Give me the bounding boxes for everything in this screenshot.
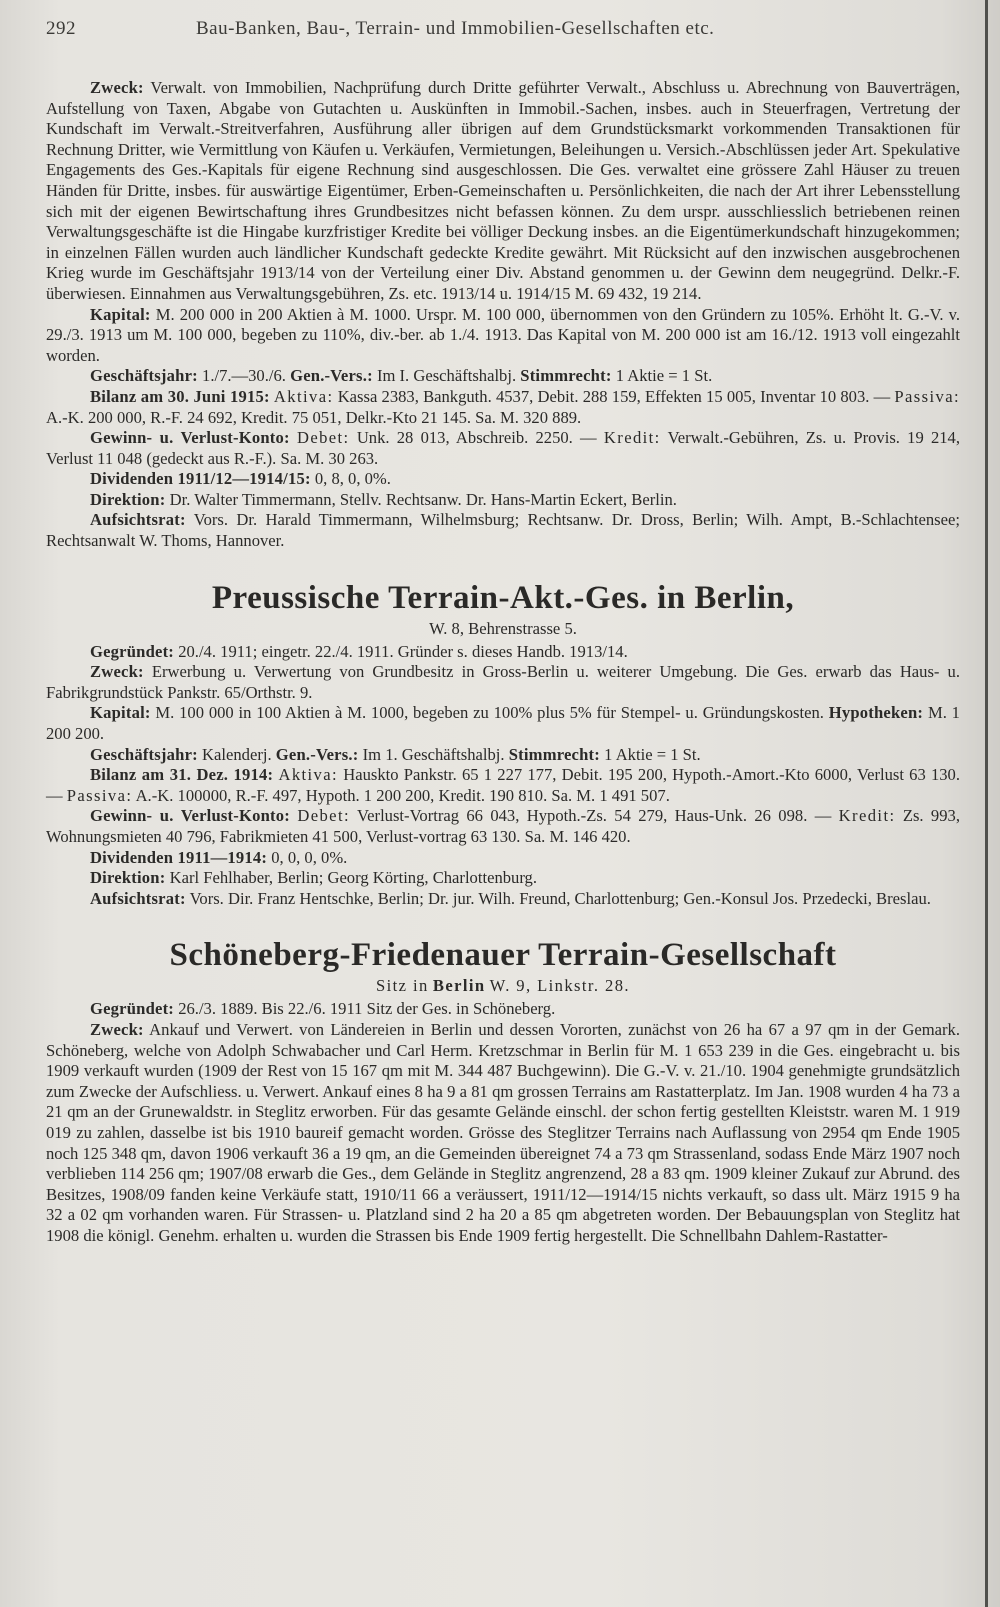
company-address: W. 8, Behrenstrasse 5. xyxy=(429,618,577,638)
entry2-dividenden: Dividenden 1911—1914: 0, 0, 0, 0%. xyxy=(90,847,348,867)
entry2-kapital: Kapital: M. 100 000 in 100 Aktien à M. 1000, begeben zu 100% plus 5% für Stempel- u. Gründungskosten. Hypotheken: M. 1 200 200. xyxy=(46,703,960,744)
entry1-kapital: Kapital: M. 200 000 in 200 Aktien à M. 1000. Urspr. M. 100 000, übernommen von den Gründern zu 105%. Erhöht lt. G.-V. v. 29./3. 1913 um M. 100 000, begeben zu 110%, div.-ber. ab 1./4. 1913. Das Kapital von M. 200 000 ist am 16./12. 1913 voll eingezahlt worden. xyxy=(46,304,960,365)
entry1-dividenden: Dividenden 1911/12—1914/15: 0, 8, 0, 0%. xyxy=(90,469,391,489)
company-title-schoeneberg: Schöneberg-Friedenauer Terrain-Gesellschaft xyxy=(169,937,837,974)
entry2-bilanz: Bilanz am 31. Dez. 1914: Aktiva: Hauskto Pankstr. 65 1 227 177, Debit. 195 200, Hypoth.-Amort.-Kto 6000, Verlust 63 130. — Passiva: A.-K. 100000, R.-F. 497, Hypoth. 1 200 200, Kredit. 190 810. Sa. M. 1 491 507. xyxy=(46,765,961,805)
entry-1-continued xyxy=(46,78,960,552)
entry2-gewinn-verlust: Gewinn- u. Verlust-Konto: Debet: Verlust-Vortrag 66 043, Hypoth.-Zs. 54 279, Haus-Unk. 26 098. — Kredit: Zs. 993, Wohnungsmieten 40 796, Fabrikmieten 41 500, Verlust-vortrag 63 130. Sa. M. 146 420. xyxy=(46,806,960,846)
entry1-zweck: Zweck: Verwalt. von Immobilien, Nachprüfung durch Dritte geführter Verwalt., Abschluss u. Abrechnung von Bauverträgen, Aufstellung von Taxen, Abgabe von Gutachten u. Auskünften in Immobil.-Sachen, insbes. auch in Steuerfragen, Vertretung der Kundschaft im Verwalt.-Streitverfahren, Ausführung aller übrigen auf dem Grundstücksmarkt vorkommenden Transaktionen für Rechnung Dritter, wie Vermittlung von Käufen u. Verkäufen, Vermietungen, Beleihungen u. Versich.-Abschlüssen jeder Art. Spekulative Engagements des Ges.-Kapitals für eigene Rechnung sind ausgeschlossen. Die Ges. verwaltet eine grössere Zahl Häuser zu treuen Händen für Dritte, insbes. für auswärtige Eigentümer, Erben-Gemeinschaften u. Persönlichkeiten, die nach der Art ihrer Lebensstellung sich mit der eigenen Bewirtschaftung ihres Grundbesitzes nicht befassen können. Zu dem urspr. ausschliesslich betriebenen reinen Verwaltungsgeschäfte ist die Hingabe kurzfristiger Kredite bei völliger Deckung insbes. an die Eigentümerkundschaft hinzugekommen; in einzelnen Fällen wurden auch ländlicher Kundschaft gedeckte Kredite gewährt. Mit Rücksicht auf den inzwischen ausgebrochenen Krieg wurde im Geschäftsjahr 1913/14 von der Verteilung einer Div. Abstand genommen u. der Gewinn dem neugegründ. Delkr.-F. überwiesen. Einnahmen aus Verwaltungsgebühren, Zs. etc. 1913/14 u. 1914/15 M. 69 432, 19 214. xyxy=(46,78,960,303)
entry2-zweck: Zweck: Erwerbung u. Verwertung von Grundbesitz in Gross-Berlin u. weiterer Umgebung. Die Ges. erwarb das Haus- u. Fabrikgrundstück Pankstr. 65/Orthstr. 9. xyxy=(46,662,960,702)
entry1-bilanz: Bilanz am 30. Juni 1915: Aktiva: Kassa 2383, Bankguth. 4537, Debit. 288 159, Effekten 15 005, Inventar 10 803. — Passiva: A.-K. 200 000, R.-F. 24 692, Kredit. 75 051, Delkr.-Kto 21 145. Sa. M. 320 889. xyxy=(46,386,960,427)
entry2-aufsichtsrat: Aufsichtsrat: Vors. Dir. Franz Hentschke, Berlin; Dr. jur. Wilh. Freund, Charlottenburg; Gen.-Konsul Jos. Przedecki, Breslau. xyxy=(90,888,931,908)
entry-2 xyxy=(46,578,960,910)
running-title: Bau-Banken, Bau-, Terrain- und Immobilien-Gesellschaften etc. xyxy=(196,18,715,39)
entry-3 xyxy=(46,935,960,1246)
entry1-geschaeftsjahr: Geschäftsjahr: 1./7.—30./6. Gen.-Vers.: Im I. Geschäftshalbj. Stimmrecht: 1 Aktie = 1 St. xyxy=(90,366,713,386)
page-number: 292 xyxy=(46,18,76,39)
company-title-preussische: Preussische Terrain-Akt.-Ges. in Berlin, xyxy=(211,579,795,616)
company-address-sitz: Sitz in Berlin W. 9, Linkstr. 28. xyxy=(376,976,630,996)
entry1-direktion: Direktion: Dr. Walter Timmermann, Stellv. Rechtsanw. Dr. Hans-Martin Eckert, Berlin. xyxy=(90,489,677,509)
entry1-aufsichtsrat: Aufsichtsrat: Vors. Dr. Harald Timmermann, Wilhelmsburg; Rechtsanw. Dr. Dross, Berlin; Wilh. Ampt, B.-Schlachtensee; Rechtsanwalt W. Thoms, Hannover. xyxy=(46,510,960,551)
entry2-direktion: Direktion: Karl Fehlhaber, Berlin; Georg Körting, Charlottenburg. xyxy=(90,868,538,888)
entry2-geschaeftsjahr: Geschäftsjahr: Kalenderj. Gen.-Vers.: Im 1. Geschäftshalbj. Stimmrecht: 1 Aktie = 1 St. xyxy=(90,744,701,764)
entry3-zweck: Zweck: Ankauf und Verwert. von Ländereien in Berlin und dessen Vororten, zunächst von 26 ha 67 a 97 qm in der Gemark. Schöneberg, welche von Adolph Schwabacher und Carl Herm. Kretzschmar in Berlin für M. 1 653 239 in die Ges. eingebracht u. bis 1909 verkauft wurden (1909 der Rest von 15 167 qm mit M. 344 487 Buchgewinn). Die G.-V. v. 21./10. 1904 genehmigte grundsätzlich zum Zwecke der Aufschliess. u. Verwert. Ankauf eines 8 ha 9 a 81 qm grossen Terrains am Rastatterplatz. Im Jan. 1908 wurden 4 ha 73 a 21 qm an der Grunewaldstr. in Steglitz erworben. Für das gesamte Gelände einschl. der schon fertig gestellten Kleiststr. waren M. 1 919 019 zu zahlen, dasselbe ist bis 1910 baureif gemacht worden. Grösse des Steglitzer Terrains nach Auflassung von 2954 qm Ende 1905 noch 125 348 qm, davon 1906 verkauft 36 a 19 qm, an die Gemeinden übereignet 74 a 73 qm Strassenland, sodass Ende März 1907 noch verblieben 114 256 qm; 1907/08 erwarb die Ges., dem Gelände in Steglitz angrenzend, 28 a 83 qm. 1909 kleiner Zukauf zur Abrund. des Besitzes, 1908/09 fanden keine Verkäufe statt, 1910/11 66 a veräussert, 1911/12—1914/15 nichts verkauft, so dass ult. März 1915 9 ha 32 a 02 qm vorhanden waren. Für Strassen- u. Platzland sind 2 ha 20 a 85 qm abgetreten worden. Der Bebauungsplan von Steglitz hat 1908 die königl. Genehm. erhalten u. wurden die Strassen bis Ende 1909 fertig hergestellt. Die Schnellbahn Dahlem-Rastatter- xyxy=(46,1019,961,1245)
entry2-gegruendet: Gegründet: 20./4. 1911; eingetr. 22./4. 1911. Gründer s. dieses Handb. 1913/14. xyxy=(90,641,628,661)
entry1-gewinn-verlust: Gewinn- u. Verlust-Konto: Debet: Unk. 28 013, Abschreib. 2250. — Kredit: Verwalt.-Gebühren, Zs. u. Provis. 19 214, Verlust 11 048 (gedeckt aus R.-F.). Sa. M. 30 263. xyxy=(46,428,961,468)
page-edge-shadow xyxy=(985,0,988,1607)
running-header xyxy=(46,18,960,48)
entry3-gegruendet: Gegründet: 26./3. 1889. Bis 22./6. 1911 Sitz der Ges. in Schöneberg. xyxy=(90,999,556,1019)
